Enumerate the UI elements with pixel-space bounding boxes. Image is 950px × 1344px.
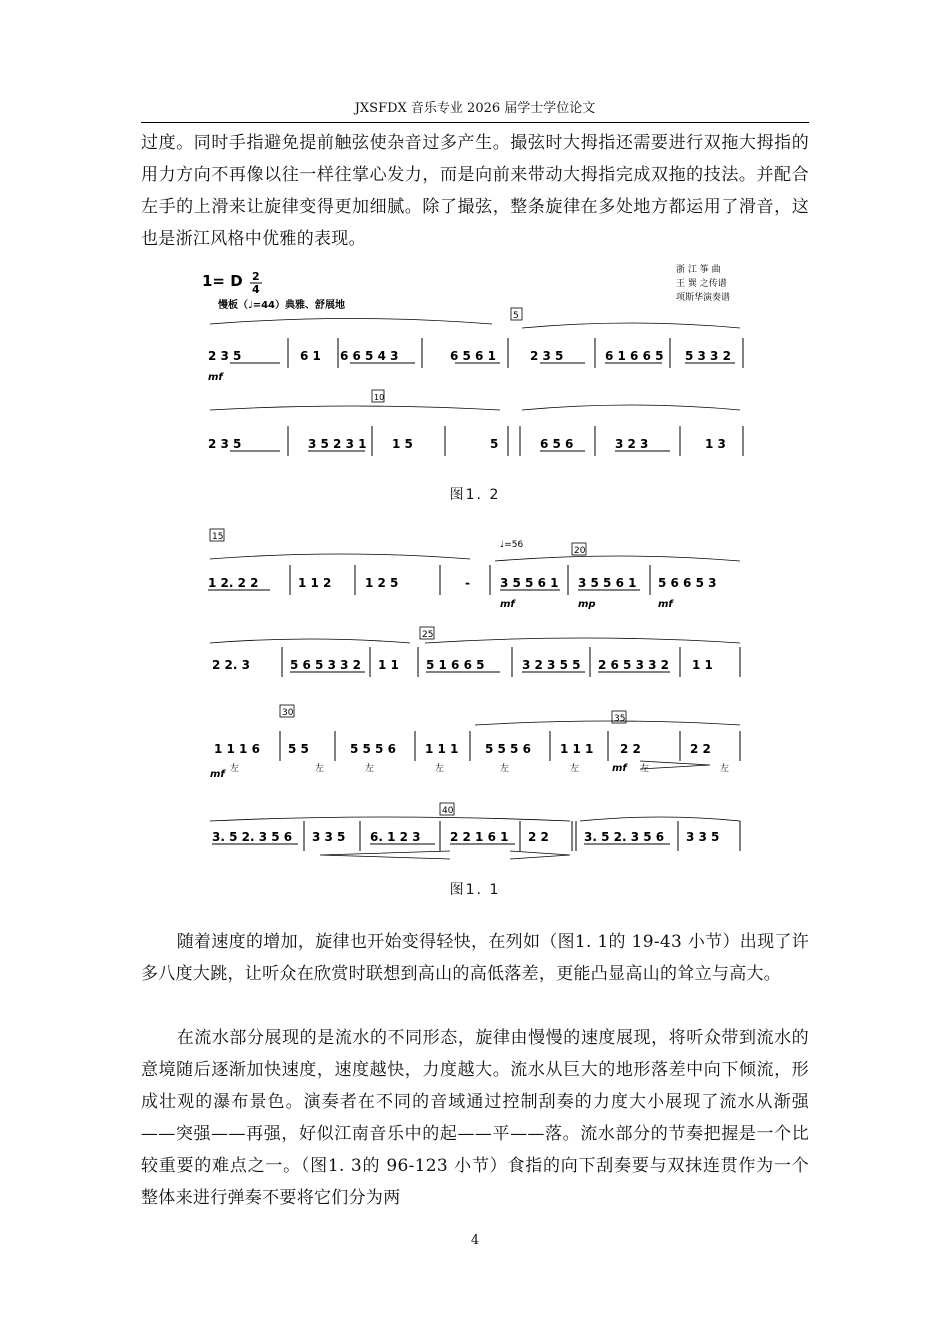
note-group: 1 1 1 (560, 742, 594, 756)
body-paragraph-3 (141, 1022, 809, 1214)
body-paragraph-2 (141, 926, 809, 990)
note-group: 5 5 5 6 (350, 742, 396, 756)
note-group: 3 3 5 (686, 830, 720, 844)
paragraph-text: 过度。同时手指避免提前触弦使杂音过多产生。撮弦时大拇指还需要进行双拖大拇指的用力方向不再像以往一样往掌心发力，而是向前来带动大拇指完成双拖的技法。并配合左手的上滑来让旋律变得更加细腻。除了撮弦，整条旋律在多处地方都运用了滑音，这也是浙江风格中优雅的表现。 (141, 133, 809, 249)
left-hand-mark: 左 (500, 764, 510, 774)
tempo-marking: ♩=56 (500, 540, 524, 550)
time-denominator: 4 (252, 283, 260, 296)
note-group: 5 3 3 2 (685, 349, 731, 363)
note-group: 2 2 (690, 742, 711, 756)
note-group: 1 2. 2 2 (208, 576, 259, 590)
note-group: 1 1 1 (425, 742, 459, 756)
rehearsal-mark: 5 (513, 311, 519, 321)
rehearsal-mark: 20 (574, 546, 586, 556)
note-group: 1 1 1 6 (214, 742, 260, 756)
key-signature: 1= D (202, 272, 243, 290)
score-figure-1-2 (200, 258, 750, 468)
paragraph-text: 在流水部分展现的是流水的不同形态，旋律由慢慢的速度展现，将听众带到流水的意境随后逐渐加快速度，速度越快，力度越大。流水从巨大的地形落差中向下倾流，形成壮观的瀑布景色。演奏者在不同的音域通过控制刮奏的力度大小展现了流水从渐强——突强——再强，好似江南音乐中的起——平——落。流水部分的节奏把握是一个比较重要的难点之一。（图1. 3的 96-123 小节）食指的向下刮奏要与双抹连贯作为一个整体来进行弹奏不要将它们分为两 (141, 1028, 809, 1208)
page-number: 4 (470, 1233, 480, 1248)
left-hand-mark: 左 (570, 764, 580, 774)
dynamic-mark: mf (612, 763, 627, 774)
note-group: 2 6 5 3 3 2 (598, 658, 669, 672)
left-hand-mark: 左 (435, 764, 445, 774)
tempo-marking: 慢板（♩=44）典雅、舒展地 (218, 300, 346, 311)
note-group: 1 1 (378, 658, 399, 672)
note-group: 1 1 2 (298, 576, 332, 590)
header-rule (141, 122, 809, 123)
note-group: 1 1 (692, 658, 713, 672)
paragraph-text: 随着速度的增加，旋律也开始变得轻快，在列如（图1. 1的 19-43 小节）出现了许多八度大跳，让听众在欣赏时联想到高山的高低落差，更能凸显高山的耸立与高大。 (141, 932, 809, 984)
note-group: 3 3 5 (312, 830, 346, 844)
rehearsal-mark: 40 (442, 806, 454, 816)
left-hand-mark: 左 (315, 764, 325, 774)
note-group: 5 6 6 5 3 (658, 576, 717, 590)
credit-line-2: 王 巽 之传谱 (676, 279, 727, 289)
score-row-2 (212, 647, 740, 677)
note-group: 3 2 3 (615, 437, 649, 451)
running-header: JXSFDX 音乐专业 2026 届学士学位论文 (354, 101, 596, 116)
score-row-1 (208, 565, 716, 610)
note-group: 3. 5 2. 3 5 6 (212, 830, 293, 844)
note-group: 1 2 5 (365, 576, 399, 590)
note-group: 2 3 5 (208, 349, 242, 363)
body-paragraph-1 (141, 127, 809, 255)
note-group: 3. 5 2. 3 5 6 (584, 830, 665, 844)
note-group: 5 (490, 437, 499, 451)
dynamic-mark: mf (210, 769, 225, 780)
dynamic-mark: mp (578, 599, 596, 610)
rehearsal-mark: 15 (212, 532, 224, 542)
rehearsal-mark: 35 (614, 714, 626, 724)
dynamic-mark: mf (208, 372, 223, 383)
note-group: 6 5 6 (540, 437, 574, 451)
note-group: 6. 1 2 3 (370, 830, 421, 844)
score-row-1 (208, 338, 743, 383)
dynamic-mark: mf (658, 599, 673, 610)
score-figure-1-1 (200, 525, 750, 865)
left-hand-mark: 左 (230, 764, 240, 774)
note-group: 5 5 (288, 742, 309, 756)
note-group: 2 2 1 6 1 (450, 830, 509, 844)
note-group: 1 5 (392, 437, 413, 451)
note-group: 6 6 5 4 3 (340, 349, 399, 363)
note-group: 6 5 6 1 (450, 349, 496, 363)
note-group: 3 5 2 3 1 (308, 437, 367, 451)
score-row-2 (208, 426, 743, 456)
note-group: 3 5 5 6 1 (578, 576, 637, 590)
note-group: 2 2. 3 (212, 658, 250, 672)
score-row-4 (212, 821, 740, 859)
note-group: 5 6 5 3 3 2 (290, 658, 361, 672)
rehearsal-mark: 10 (374, 393, 385, 402)
figure-caption-1-2: 图1. 2 (449, 487, 501, 503)
note-group: 2 3 5 (208, 437, 242, 451)
left-hand-mark: 左 (365, 764, 375, 774)
left-hand-mark: 左 (640, 764, 650, 774)
rehearsal-mark: 25 (422, 630, 434, 640)
figure-caption-1-1: 图1. 1 (449, 882, 501, 898)
note-group: - (465, 576, 470, 590)
note-group: 3 2 3 5 5 (522, 658, 581, 672)
time-numerator: 2 (252, 270, 260, 283)
note-group: 2 2 (620, 742, 641, 756)
note-group: 6 1 6 6 5 (605, 349, 664, 363)
dynamic-mark: mf (500, 599, 515, 610)
rehearsal-mark: 30 (282, 708, 294, 718)
note-group: 1 3 (705, 437, 726, 451)
note-group: 5 1 6 6 5 (426, 658, 485, 672)
left-hand-mark: 左 (720, 764, 730, 774)
note-group: 3 5 5 6 1 (500, 576, 559, 590)
note-group: 2 3 5 (530, 349, 564, 363)
score-row-3 (210, 731, 740, 780)
credit-line-1: 浙 江 筝 曲 (676, 265, 721, 275)
note-group: 2 2 (528, 830, 549, 844)
credit-line-3: 项斯华演奏谱 (676, 293, 731, 303)
note-group: 6 1 (300, 349, 321, 363)
note-group: 5 5 5 6 (485, 742, 531, 756)
